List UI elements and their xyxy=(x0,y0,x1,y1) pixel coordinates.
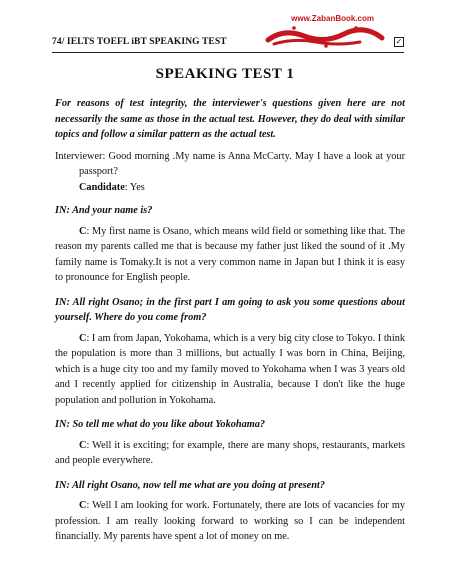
candidate-reply xyxy=(55,180,405,196)
candidate-reply-text: : Yes xyxy=(124,181,145,193)
speaker-label: C xyxy=(79,439,87,451)
logo-url: www.ZabanBook.com xyxy=(291,14,374,23)
page-content xyxy=(55,96,405,554)
logo-wordmark xyxy=(264,24,386,48)
question: IN: And your name is? xyxy=(55,205,153,216)
page-header xyxy=(52,14,404,53)
question: IN: All right Osano; in the first part I am going to ask you some questions about yourself. Where do you come from? xyxy=(55,296,405,323)
question: IN: All right Osano, now tell me what are you doing at present? xyxy=(55,479,325,491)
speaker-label: C xyxy=(79,225,87,237)
running-title: 74/ IELTS TOEFL iBT SPEAKING TEST xyxy=(52,37,227,47)
interviewer-greeting: Interviewer: Good morning .My name is Anna McCarty. May I have a look at your passport? xyxy=(55,150,405,177)
answer xyxy=(55,224,405,286)
speaker-label: C xyxy=(79,500,87,511)
answer-text: : I am from Japan, Yokohama, which is a very big city close to Tokyo. I think the population is more than 3 millions, but actually I was born in China, Beijing, which is a huge city too and my family moved to Yokohama when I was 3 years old and I recently applied for citizenship in Australia, because I don't like the huge population and pollution in Yokohama. xyxy=(55,332,405,406)
question: IN: So tell me what do you like about Yokohama? xyxy=(55,419,266,430)
zabanbook-logo xyxy=(258,14,388,48)
checkbox-icon: ✓ xyxy=(395,37,403,46)
candidate-label: Candidate xyxy=(79,181,125,193)
answer-text: : My first name is Osano, which means wild field or something like that. The reason my parents called me that is because my father just liked the sound of it .My family name is Tomaky.It is not a very common name in Japan but I think it is easy to pronounce for English people. xyxy=(55,225,405,283)
intro-note: For reasons of test integrity, the interviewer's questions given here are not necessarily the same as those in the actual test. However, they do deal with similar topics and follow a similar pattern as the actual test. xyxy=(55,98,405,140)
answer xyxy=(55,498,405,545)
answer-text: : Well it is exciting; for example, there are many shops, restaurants, markets and people everywhere. xyxy=(55,439,405,466)
answer xyxy=(55,438,405,469)
answer xyxy=(55,331,405,409)
speaker-label: C xyxy=(79,332,87,344)
page-title: SPEAKING TEST 1 xyxy=(155,66,295,82)
answer-text: : Well I am looking for work. Fortunately, there are lots of vacancies for my profession. I am really looking forward to working so I can be independent financially. My parents have spent a lot of money on me. xyxy=(55,500,405,542)
